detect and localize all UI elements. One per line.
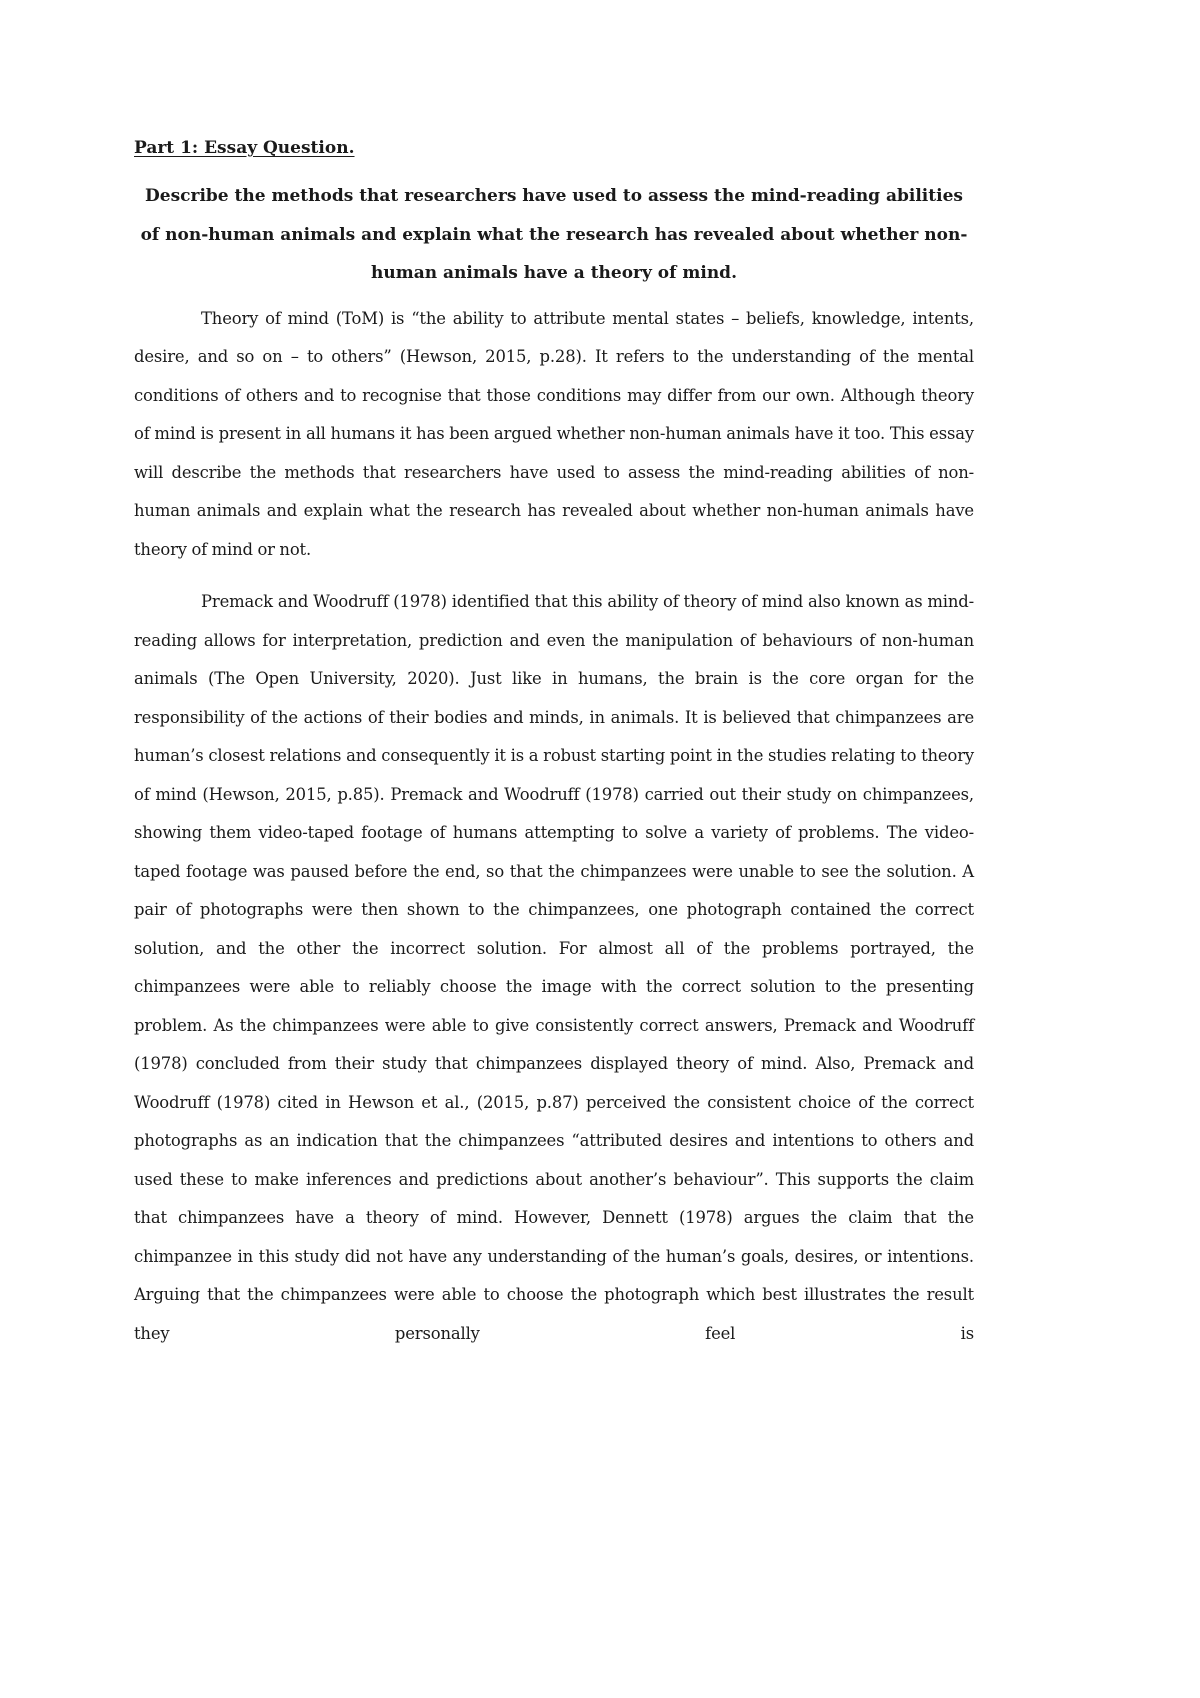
- paragraph-introduction: Theory of mind (ToM) is “the ability to attribute mental states – beliefs, knowledge, intents, desire, and so on – to others” (Hewson, 2015, p.28). It refers to the understanding of the mental conditions of others and to recognise that those conditions may differ from our own. Although theory of mind is present in all humans it has been argued whether non-human animals have it too. This essay will describe the methods that researchers have used to assess the mind-reading abilities of non-human animals and explain what the research has revealed about whether non-human animals have theory of mind or not.: [134, 308, 974, 559]
- document-body: [134, 133, 974, 1367]
- part-heading: Part 1: Essay Question.: [134, 138, 355, 158]
- paragraph-premack-woodruff: Premack and Woodruff (1978) identified that this ability of theory of mind also known as mind-reading allows for interpretation, prediction and even the manipulation of behaviours of non-human animals (The Open University, 2020). Just like in humans, the brain is the core organ for the responsibility of the actions of their bodies and minds, in animals. It is believed that chimpanzees are human’s closest relations and consequently it is a robust starting point in the studies relating to theory of mind (Hewson, 2015, p.85). Premack and Woodruff (1978) carried out their study on chimpanzees, showing them video-taped footage of humans attempting to solve a variety of problems. The video-taped footage was paused before the end, so that the chimpanzees were unable to see the solution. A pair of photographs were then shown to the chimpanzees, one photograph contained the correct solution, and the other the incorrect solution. For almost all of the problems portrayed, the chimpanzees were able to reliably choose the image with the correct solution to the presenting problem. As the chimpanzees were able to give consistently correct answers, Premack and Woodruff (1978) concluded from their study that chimpanzees displayed theory of mind. Also, Premack and Woodruff (1978) cited in Hewson et al., (2015, p.87) perceived the consistent choice of the correct photographs as an indication that the chimpanzees “attributed desires and intentions to others and used these to make inferences and predictions about another’s behaviour”. This supports the claim that chimpanzees have a theory of mind. However, Dennett (1978) argues the claim that the chimpanzee in this study did not have any understanding of the human’s goals, desires, or intentions. Arguing that the chimpanzees were able to choose the photograph which best illustrates the result they personally feel is: [134, 592, 974, 1343]
- essay-question: Describe the methods that researchers have used to assess the mind-reading abilities of non-human animals and explain what the research has revealed about whether non-human animals have a theory of mind.: [140, 186, 968, 283]
